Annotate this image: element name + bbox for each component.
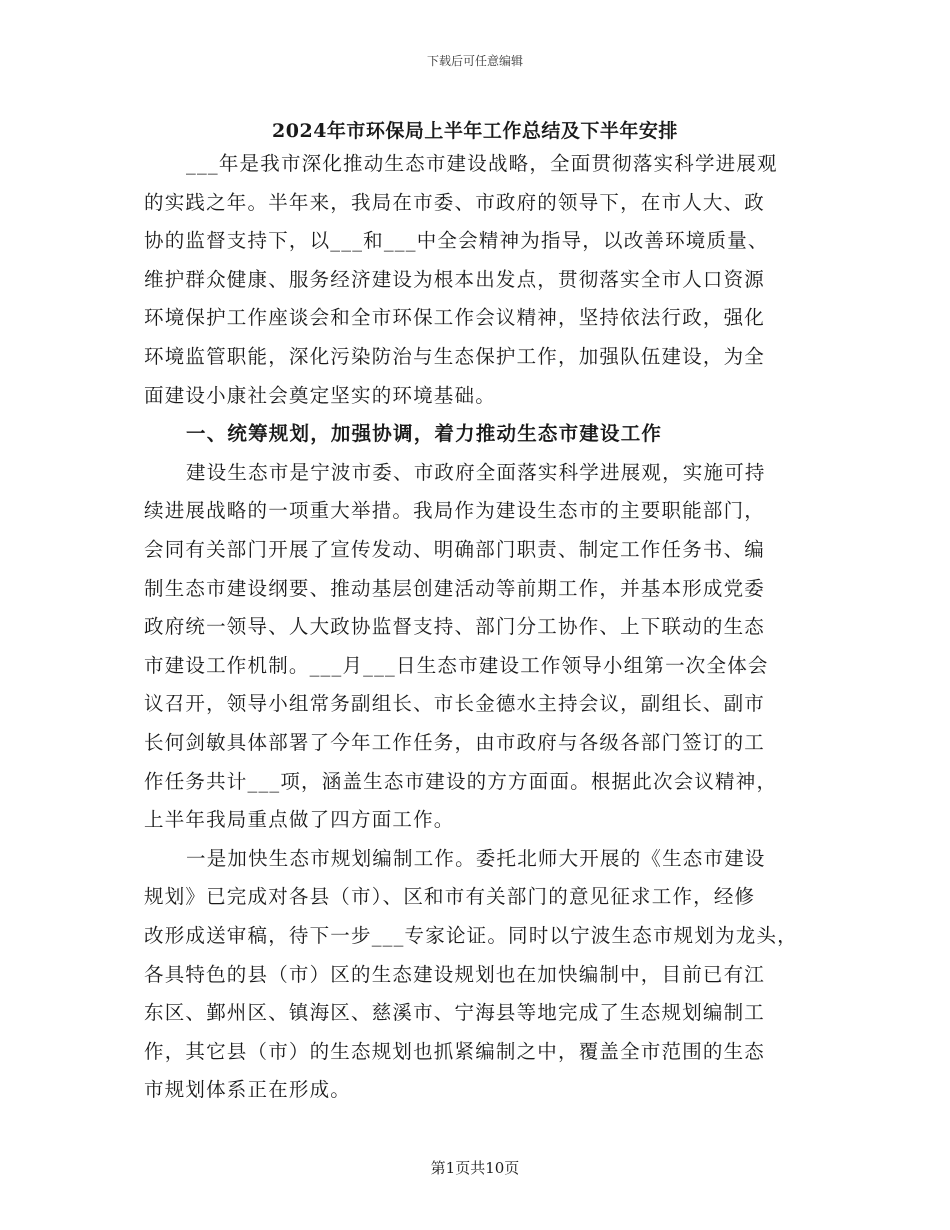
paragraph-line: 面建设小康社会奠定坚实的环境基础。 (144, 383, 496, 407)
paragraph-line: 长何剑敏具体部署了今年工作任务，由市政府与各级各部门签订的工 (144, 731, 766, 754)
paragraph-line: 一是加快生态市规划编制工作。委托北师大开展的《生态市建设 (186, 846, 766, 870)
paragraph-line: ___年是我市深化推动生态市建设战略，全面贯彻落实科学进展观 (186, 152, 778, 175)
paragraph-line: 政府统一领导、人大政协监督支持、部门分工协作、上下联动的生态 (144, 615, 766, 639)
section-heading: 一、统筹规划，加强协调，着力推动生态市建设工作 (186, 422, 663, 446)
paragraph-line: 作，其它县（市）的生态规划也抓紧编制之中，覆盖全市范围的生态 (144, 1039, 766, 1063)
paragraph-line: 议召开，领导小组常务副组长、市长金德水主持会议，副组长、副市 (144, 692, 766, 716)
paragraph-line: 制生态市建设纲要、推动基层创建活动等前期工作，并基本形成党委 (144, 576, 766, 600)
paragraph-line: 上半年我局重点做了四方面工作。 (144, 808, 455, 832)
paragraph-line: 环境监管职能，深化污染防治与生态保护工作，加强队伍建设，为全 (144, 345, 766, 368)
paragraph-line: 协的监督支持下，以___和___中全会精神为指导，以改善环境质量、 (144, 229, 769, 253)
paragraph-line: 规划》已完成对各县（市）、区和市有关部门的意见征求工作，经修 (144, 885, 756, 909)
page-footer: 第1页共10页 (430, 1159, 520, 1177)
paragraph-line: 各具特色的县（市）区的生态建设规划也在加快编制中，目前已有江 (144, 962, 766, 986)
header-note: 下载后可任意编辑 (426, 54, 523, 68)
paragraph-line: 作任务共计___项，涵盖生态市建设的方方面面。根据此次会议精神， (144, 769, 778, 793)
paragraph-line: 建设生态市是宁波市委、市政府全面落实科学进展观，实施可持 (186, 460, 766, 484)
paragraph-line: 改形成送审稿，待下一步___专家论证。同时以宁波生态市规划为龙头， (144, 924, 798, 947)
paragraph-line: 续进展战略的一项重大举措。我局作为建设生态市的主要职能部门， (144, 499, 766, 523)
paragraph-line: 会同有关部门开展了宣传发动、明确部门职责、制定工作任务书、编 (144, 538, 766, 561)
paragraph-line: 维护群众健康、服务经济建设为根本出发点，贯彻落实全市人口资源 (144, 267, 766, 291)
paragraph-line: 市规划体系正在形成。 (144, 1078, 352, 1102)
paragraph-line: 环境保护工作座谈会和全市环保工作会议精神，坚持依法行政，强化 (144, 306, 766, 330)
document-title: 2024年市环保局上半年工作总结及下半年安排 (272, 120, 678, 142)
paragraph-line: 市建设工作机制。___月___日生态市建设工作领导小组第一次全体会 (144, 653, 769, 677)
paragraph-line: 东区、鄞州区、镇海区、慈溪市、宁海县等地完成了生态规划编制工 (144, 1001, 766, 1025)
paragraph-line: 的实践之年。半年来，我局在市委、市政府的领导下，在市人大、政 (144, 190, 766, 214)
